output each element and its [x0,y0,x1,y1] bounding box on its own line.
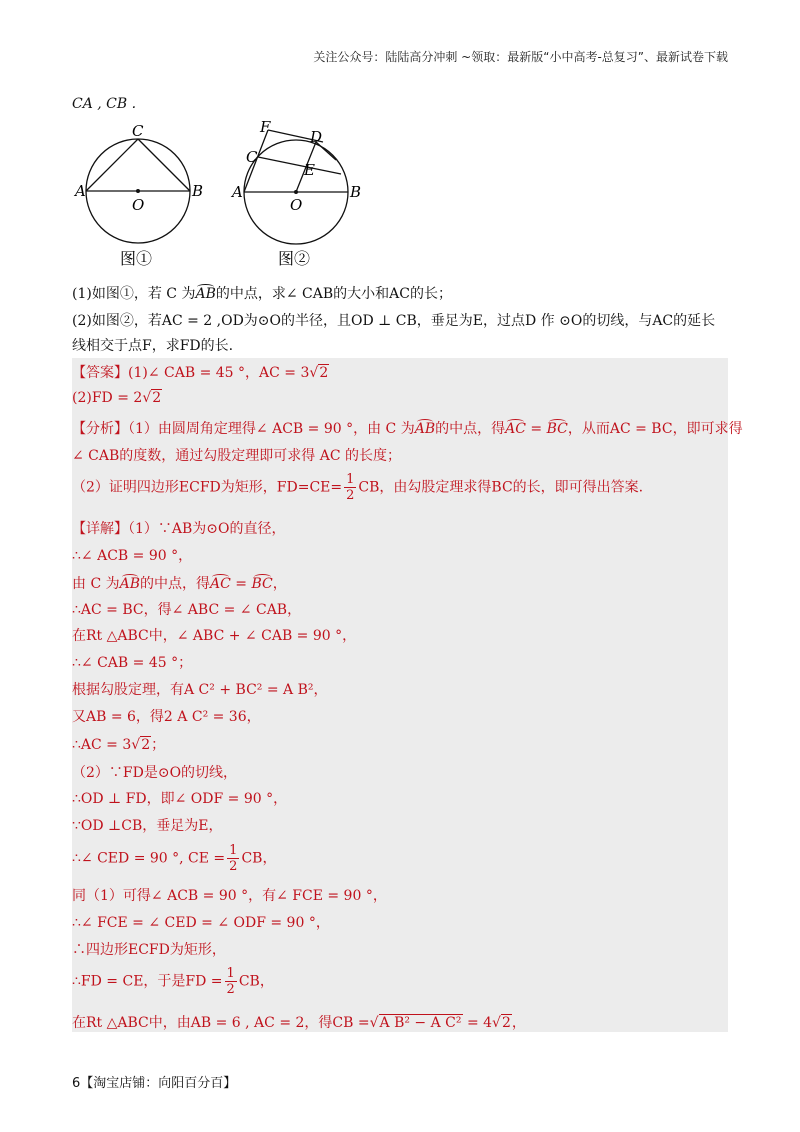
fig1-label-o: O [132,196,145,214]
fig2-label-o: O [290,196,303,214]
detail-line-2: ∴∠ ACB = 90 °， [72,548,193,564]
detail-line-15: ∴∠ FCE = ∠ CED = ∠ ODF = 90 °， [72,915,330,931]
intro-text: CA , CB . [72,96,137,112]
analysis-line-2: ∠ CAB的度数，通过勾股定理即可求得 AC 的长度； [72,448,402,464]
fig2-label-d: D [310,128,323,146]
detail-line-17: ∴FD = CE，于是FD = $\frac{1}{2}$ CB， [72,966,274,997]
analysis-line-3: （2）证明四边形ECFD为矩形，FD=CE= $\frac{1}{2}$ CB，由勾股定理求得BC的长，即可得出答案. [72,472,644,503]
page-header: 关注公众号：陆陆高分冲刺 ~领取：最新版“小中高考-总复习”、最新试卷下载 [313,50,728,64]
detail-line-7: 根据勾股定理，有A C² + BC² = A B²， [72,682,328,698]
analysis-line-1: 【分析】（1）由圆周角定理得∠ ACB = 90 °，由 C 为AB的中点，得AC = BC，从而AC = BC，即可求得 [72,421,743,437]
figure-1 [72,124,212,274]
detail-line-14: 同（1）可得∠ ACB = 90 °，有∠ FCE = 90 °， [72,888,387,904]
question-2-line-2: 线相交于点F，求FD的长. [72,338,234,354]
fig2-caption: 图② [278,249,311,268]
arc-ab: AB [195,286,216,302]
detail-line-1: 【详解】（1）∵AB为⊙O的直径， [72,521,286,537]
fig1-label-b: B [192,182,204,200]
fig2-label-e: E [304,161,315,179]
detail-line-10: （2）∵FD是⊙O的切线， [72,765,238,781]
detail-line-18: 在Rt △ABC中，由AB = 6 , AC = 2，得CB =√A B² − A C² = 4√2， [72,1015,526,1031]
detail-line-16: ∴四边形ECFD为矩形， [72,942,226,958]
fig1-caption: 图① [120,249,153,268]
fig2-label-c: C [246,148,258,166]
detail-line-13: ∴∠ CED = 90 °, CE = $\frac{1}{2}$ CB， [72,843,277,874]
detail-line-9: ∴AC = 3√2； [72,737,166,753]
detail-line-5: 在Rt △ABC中，∠ ABC + ∠ CAB = 90 °， [72,628,357,644]
question-1: (1)如图①，若 C 为AB的中点，求∠ CAB的大小和AC的长； [72,286,452,302]
detail-line-8: 又AB = 6，得2 A C² = 36， [72,709,261,725]
detail-line-12: ∵OD ⊥CB，垂足为E， [72,818,223,834]
fig2-label-a: A [232,183,243,201]
detail-line-6: ∴∠ CAB = 45 °； [72,655,193,671]
detail-line-3: 由 C 为AB的中点，得AC = BC， [72,576,287,592]
detail-line-11: ∴OD ⊥ FD，即∠ ODF = 90 °， [72,791,288,807]
question-2-line-1: (2)如图②，若AC = 2 ,OD为⊙O的半径，且OD ⊥ CB，垂足为E，过点D 作 ⊙O的切线，与AC的延长 [72,313,716,329]
figure-2 [228,120,368,270]
fig1-label-c: C [132,124,144,140]
fig2-label-b: B [350,183,362,201]
fig2-label-f: F [260,120,271,136]
page-footer: 6【淘宝店铺：向阳百分百】 [72,1076,237,1091]
answer-line-1: 【答案】(1)∠ CAB = 45 °，AC = 3√2 [72,365,329,381]
detail-line-4: ∴AC = BC，得∠ ABC = ∠ CAB， [72,602,302,618]
fig1-label-a: A [75,182,86,200]
answer-line-2: (2)FD = 2√2 [72,390,162,406]
